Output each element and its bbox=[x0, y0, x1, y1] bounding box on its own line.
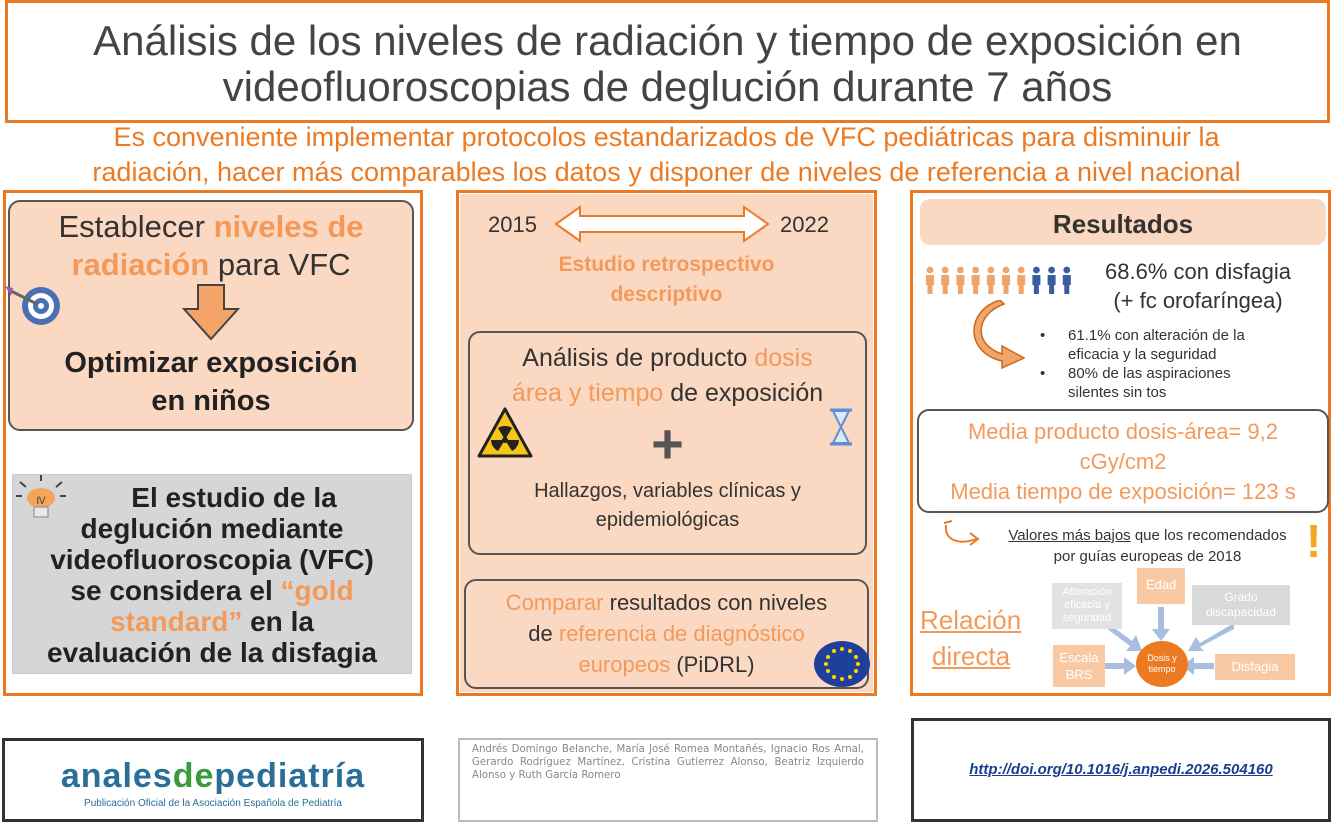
node-escala: Escala BRS bbox=[1053, 645, 1105, 687]
conclusion-subtitle bbox=[0, 120, 1333, 190]
hourglass-icon bbox=[826, 408, 856, 446]
person-icon bbox=[941, 267, 949, 294]
optimize-text: Optimizar exposición en niños bbox=[64, 347, 358, 417]
doi-link[interactable]: http://doi.org/10.1016/j.anpedi.2026.504160 bbox=[969, 761, 1273, 778]
person-icon bbox=[1017, 267, 1025, 294]
relation-label: Relación directa bbox=[920, 605, 1022, 671]
person-icon bbox=[1032, 267, 1040, 294]
results-bullets bbox=[1040, 326, 1320, 402]
analysis-text: Análisis de producto dosis área y tiempo de exposición bbox=[511, 344, 824, 407]
plus-sign: + bbox=[651, 412, 684, 475]
person-icon bbox=[1063, 267, 1071, 294]
bullet-1: • 61.1% con alteración de la eficacia y la seguridad bbox=[1040, 327, 1245, 363]
doi-box bbox=[911, 718, 1331, 822]
media-box: Media producto dosis-área= 9,2 cGy/cm2 Media tiempo de exposición= 123 s bbox=[917, 409, 1329, 513]
node-dosis-tiempo: Dosis y tiempo bbox=[1136, 641, 1188, 687]
journal-logo: analesdepediatría bbox=[60, 757, 366, 795]
person-icon bbox=[956, 267, 964, 294]
compare-box: Comparar resultados con niveles de referencia de diagnóstico europeos (PiDRL) bbox=[464, 579, 869, 689]
bullet-2: • 80% de las aspiraciones silentes sin tos bbox=[1040, 365, 1231, 401]
authors-text: Andrés Domingo Belanche, María José Romea Montañés, Ignacio Ros Arnal, Gerardo Rodríguez Martínez, Cristina Gutierrez Alonso, Beatriz Izquierdo Alonso y Ruth García Romero bbox=[472, 744, 864, 781]
people-icon bbox=[922, 266, 1078, 296]
node-edad: Edad bbox=[1137, 568, 1185, 604]
study-type: Estudio retrospectivo descriptivo bbox=[558, 253, 775, 306]
results-title: Resultados bbox=[920, 199, 1326, 245]
lower-values-note: Valores más bajos que los recomendados por guías europeas de 2018 bbox=[1008, 527, 1287, 565]
radiation-icon bbox=[476, 406, 534, 460]
eu-flag-icon bbox=[813, 640, 871, 688]
gold-standard-box: El estudio de la deglución mediante videofluoroscopia (VFC) se considera el “gold standard” en la evaluación de la disfagia bbox=[12, 474, 412, 674]
poster-title bbox=[5, 0, 1330, 123]
findings-text: Hallazgos, variables clínicas y epidemiológicas bbox=[534, 480, 801, 531]
curl-arrow-icon bbox=[942, 519, 982, 551]
subtitle-line-2: radiación, hacer más comparables los datos y disponer de niveles de referencia a nivel nacional bbox=[92, 157, 1241, 187]
journal-box bbox=[2, 738, 424, 822]
person-icon bbox=[972, 267, 980, 294]
dysphagia-stat: 68.6% con disfagia (+ fc orofaríngea) bbox=[1105, 259, 1291, 313]
title-line-1: Análisis de los niveles de radiación y tiempo de exposición en bbox=[93, 17, 1242, 64]
arrow-from-edad bbox=[1152, 607, 1170, 641]
title-line-2: videofluoroscopias de deglución durante 7 años bbox=[222, 63, 1113, 110]
node-grado: Grado discapacidad bbox=[1192, 585, 1290, 625]
down-arrow-icon bbox=[180, 283, 242, 343]
authors-box bbox=[458, 738, 878, 822]
curved-arrow-icon bbox=[968, 300, 1030, 370]
target-icon bbox=[3, 284, 65, 328]
year-end: 2022 bbox=[780, 212, 829, 237]
person-icon bbox=[1002, 267, 1010, 294]
lightbulb-icon bbox=[14, 474, 68, 524]
person-icon bbox=[987, 267, 995, 294]
node-disfagia: Disfagia bbox=[1215, 654, 1295, 680]
exclamation-icon: ! bbox=[1306, 515, 1322, 567]
year-start: 2015 bbox=[488, 212, 537, 237]
journal-subtitle: Publicación Oficial de la Asociación Española de Pediatría bbox=[84, 798, 342, 809]
subtitle-line-1: Es conveniente implementar protocolos estandarizados de VFC pediátricas para disminuir la bbox=[113, 122, 1220, 152]
node-alteracion: Alteración eficacia y seguridad bbox=[1052, 583, 1122, 629]
arrow-from-grado bbox=[1188, 623, 1234, 651]
objective-text: Establecer niveles de radiación para VFC bbox=[58, 209, 364, 282]
person-icon bbox=[1048, 267, 1056, 294]
double-arrow-icon bbox=[554, 204, 770, 244]
arrow-from-escala bbox=[1102, 657, 1136, 675]
person-icon bbox=[926, 267, 934, 294]
svg-text:Ⅳ: Ⅳ bbox=[36, 496, 46, 507]
